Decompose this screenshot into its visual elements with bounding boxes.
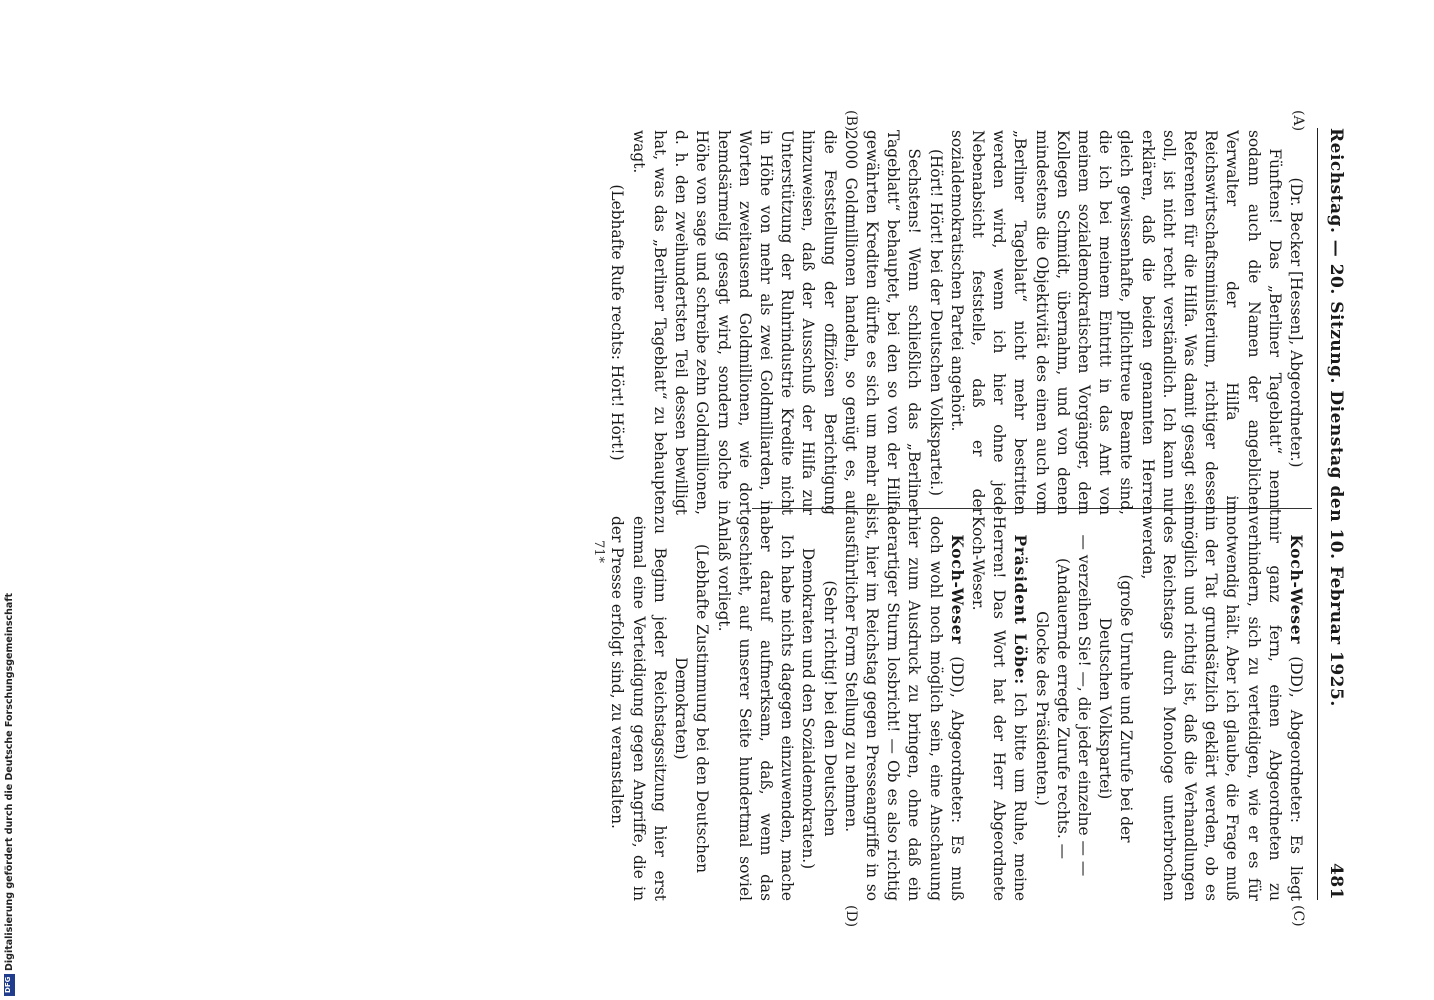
- interjection: (große Unruhe und Zurufe bei der Deutschen Volkspartei): [1096, 574, 1136, 843]
- left-column: [606, 130, 1306, 515]
- page-header: [1317, 128, 1346, 900]
- right-column: [606, 516, 1306, 901]
- speech-text: Ich bitte um Ruhe, meine Herren! Das Wort hat der Herr Abgeordnete Koch-Weser.: [968, 516, 1030, 901]
- margin-letter-b: (B): [843, 110, 859, 132]
- interjection: (Andauernde erregte Zurufe rechts. — Glocke des Präsidenten.): [1032, 558, 1072, 859]
- paragraph: Ich habe nichts dagegen einzuwenden, mache aber darauf aufmerksam, daß, wenn das geschieht, auf unserer Seite hundertmal soviel Anlaß vorliegt.: [714, 516, 797, 901]
- speech-text: (DD), Abgeordneter: Es liegt mir ganz fern, einen Abgeordneten zu verhindern, sich zu verteidigen, wie er es für notwendig hält. Aber ich glaube, die Frage muß in der Tat grundsätzlich geklärt werden, ob es möglich und richtig ist, daß die Verhandlungen des Reichstags durch Monologe unterbrochen werden,: [1138, 516, 1305, 901]
- margin-letter-a: (A): [1290, 110, 1306, 132]
- interjection: (Lebhafte Zustimmung bei den Deutschen Demokraten): [672, 543, 712, 874]
- speech-paragraph: [1136, 516, 1306, 901]
- speaker-name: Präsident Löbe:: [1011, 534, 1030, 685]
- speaker-name: Koch-Weser: [947, 534, 966, 645]
- logo-text: DFG: [4, 976, 12, 994]
- digitization-credit: [4, 593, 15, 996]
- margin-letter-c: (C): [1290, 905, 1306, 927]
- header-title: Reichstag. — 20. Sitzung. Dienstag den 10. Februar 1925.: [1326, 128, 1346, 707]
- speech-paragraph: [840, 516, 967, 901]
- page-number: 481: [1326, 863, 1346, 900]
- interjection: (Sehr richtig! bei den Deutschen Demokraten und den Sozialdemokraten.): [799, 547, 839, 870]
- speaker-continuation: (Dr. Becker [Hessen], Abgeordneter.): [1287, 177, 1305, 468]
- dfg-logo-icon: [4, 974, 15, 996]
- paragraph: — verzeihen Sie! —, die jeder einzelne — —: [1074, 534, 1093, 877]
- speaker-name: Koch-Weser: [1287, 534, 1305, 645]
- speech-text: (DD), Abgeordneter: Es muß doch wohl noch möglich sein, eine Anschauung hier zum Ausdruck zu bringen, ohne daß ein derartiger Sturm losbricht! — Ob es also richtig ist, hier im Reichstag gegen Presseangriffe in so ausführlicher Form Stellung zu nehmen.: [841, 516, 966, 901]
- speech-paragraph: [967, 516, 1031, 901]
- paragraph: zu Beginn jeder Reichstagssitzung hier erst einmal eine Verteidigung gegen Angriffe, die in der Presse erfolgt sind, zu veranstalten.: [608, 516, 669, 901]
- margin-letter-d: (D): [843, 905, 859, 928]
- signature-mark: 71*: [591, 540, 606, 564]
- paragraph: Sechstens! Wenn schließlich das „Berliner Tageblatt“ behauptet, bei den so von der Hilfa gewährten Krediten dürfte es sich um mehr als 2000 Goldmillionen handeln, so genügt es, auf die Feststellung der offiziösen Berichtigung hinzuweisen, daß der Ausschuß der Hilfa zur Unterstützung der Ruhrindustrie Kredite nicht in Höhe von mehr als zwei Goldmilliarden, in Worten zweitausend Goldmillionen, wie dort hemdsärmelig gesagt wird, sondern solche in Höhe von sage und schreibe zehn Goldmillionen, d. h. den zweihundertsten Teil dessen bewilligt hat, was das „Berliner Tageblatt“ zu behaupten wagt.: [629, 130, 924, 515]
- paragraph: Fünftens! Das „Berliner Tageblatt“ nennt sodann auch die Namen der angeblichen Verwalter der Hilfa im Reichswirtschaftsministerium, richtiger dessen Referenten für die Hilfa. Was damit gesagt sein soll, ist nicht recht verständlich. Ich kann nur erklären, daß die beiden genannten Herren gleich gewissenhafte, pflichttreue Beamte sind, die ich bei meinem Eintritt in das Amt von meinem sozialdemokratischen Vorgänger, dem Kollegen Schmidt, übernahm, und von denen mindestens die Objektivität des einen auch vom „Berliner Tageblatt“ nicht mehr bestritten werden wird, wenn ich hier ohne jede Nebenabsicht feststelle, daß er der sozialdemokratischen Partei angehört.: [947, 130, 1284, 515]
- interjection: (Lebhafte Rufe rechts: Hört! Hört!): [608, 184, 627, 461]
- interjection: (Hört! Hört! bei der Deutschen Volkspartei.): [926, 148, 945, 497]
- credit-text: Digitalisierung gefördert durch die Deutsche Forschungsgemeinschaft: [4, 593, 15, 971]
